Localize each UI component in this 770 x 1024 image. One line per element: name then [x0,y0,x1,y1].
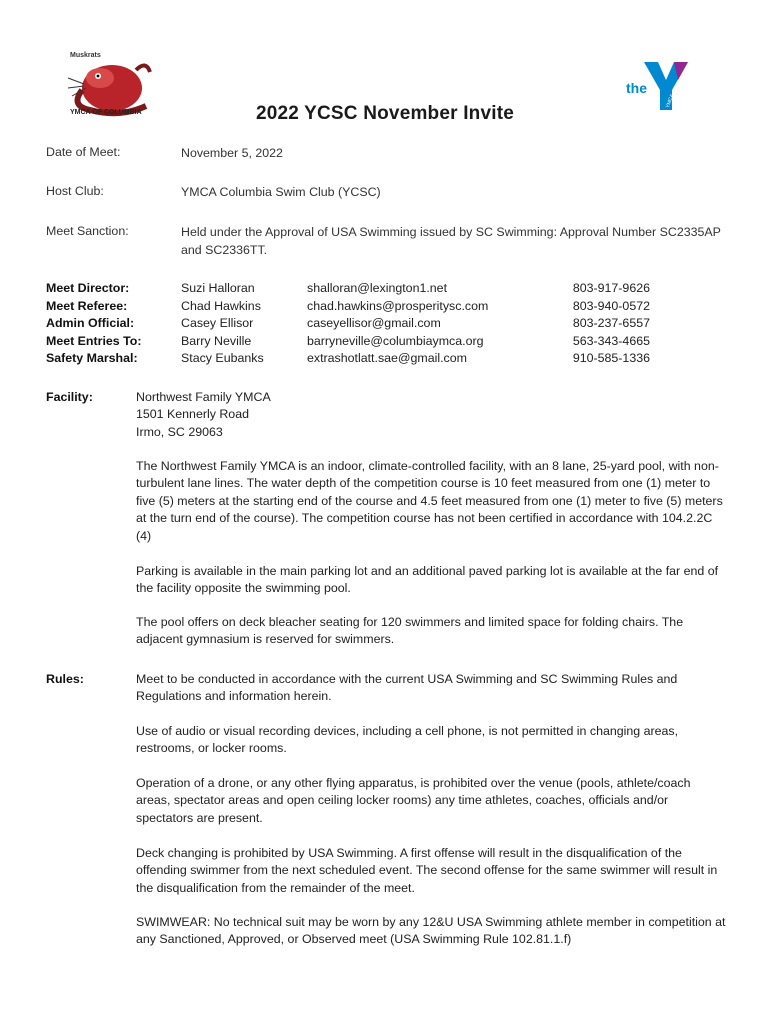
official-label: Safety Marshal: [46,351,138,365]
official-name: Suzi Halloran [181,281,255,295]
official-label: Meet Director: [46,281,130,295]
facility-parking: Parking is available in the main parking lot and an additional paved parking lot is available at the far end of the facility opposite the swimming pool. [136,564,719,596]
official-email[interactable]: extrashotlatt.sae@gmail.com [307,351,467,365]
muskrats-logo-top-text: Muskrats [70,52,101,59]
date-value: November 5, 2022 [181,146,283,160]
host-value: YMCA Columbia Swim Club (YCSC) [181,185,381,199]
rules-label: Rules: [46,672,84,686]
rules-paragraph: SWIMWEAR: No technical suit may be worn by any 12&U USA Swimming athlete member in competition at any Sanctioned, Approved, or Observed meet (USA Swimming Rule 102.81.1.f) [136,915,726,947]
official-label: Meet Referee: [46,298,128,313]
date-label: Date of Meet: [46,145,121,159]
rules-paragraph: Meet to be conducted in accordance with the current USA Swimming and SC Swimming Rules and Regulations and information herein. [136,672,678,704]
officials-emails [307,280,488,368]
official-phone: 910-585-1336 [572,351,650,365]
rules-paragraph: Operation of a drone, or any other flying apparatus, is prohibited over the venue (pools, athlete/coach areas, spectator areas and open ceiling locker rooms) any time athletes, coaches, officials and/or spectators are present. [136,776,691,825]
facility-address [136,389,726,441]
rules-paragraph: Use of audio or visual recording devices, including a cell phone, is not permitted in changing areas, restrooms, or locker rooms. [136,724,679,756]
official-email[interactable]: shalloran@lexington1.net [307,281,448,295]
muskrats-logo-bottom-text: YMCA OF COLUMBIA [70,109,142,116]
facility-seating: The pool offers on deck bleacher seating for 120 swimmers and limited space for folding chairs. The adjacent gymnasium is reserved for swimmers. [136,615,684,647]
ymca-logo-small-text: YMCA [664,93,676,109]
officials-names [181,280,264,368]
ymca-logo-the-text: the [626,80,647,96]
official-label: Meet Entries To: [46,333,142,348]
official-name: Casey Ellisor [181,316,254,330]
official-email[interactable]: barryneville@columbiaymca.org [307,333,484,348]
official-phone: 803-917-9626 [572,281,650,295]
facility-address-line: Irmo, SC 29063 [136,424,223,439]
official-phone: 803-940-0572 [572,298,650,313]
host-label: Host Club: [46,184,104,198]
official-email[interactable]: caseyellisor@gmail.com [307,316,441,330]
official-phone: 563-343-4665 [572,333,650,348]
official-phone: 803-237-6557 [572,316,650,330]
officials-labels [46,280,141,368]
facility-address-line: Northwest Family YMCA [136,390,271,404]
officials-phones [566,280,650,368]
page-title: 2022 YCSC November Invite [255,103,515,124]
official-name: Barry Neville [181,333,252,348]
official-email[interactable]: chad.hawkins@prosperitysc.com [307,298,489,313]
sanction-label: Meet Sanction: [46,224,129,238]
facility-description: The Northwest Family YMCA is an indoor, climate-controlled facility, with an 8 lane, 25-yard pool, with non-turbulent lane lines. The water depth of the competition course is 10 feet measured from one (1) meter to five (5) meters at the starting end of the course and 4.5 feet measured from one (1) meter to five (5) meters at the turn end of the course). The competition course has not been certified in accordance with 104.2.2C (4) [136,459,723,543]
facility-label: Facility: [46,390,93,404]
official-name: Stacy Eubanks [181,351,264,365]
official-label: Admin Official: [46,316,135,330]
rules-paragraph: Deck changing is prohibited by USA Swimming. A first offense will result in the disqualification of the offending swimmer from the next scheduled event. The second offense for the same swimmer will result in the disqualification from the remainder of the meet. [136,846,718,895]
facility-address-line: 1501 Kennerly Road [136,407,249,422]
official-name: Chad Hawkins [181,298,261,313]
sanction-value: Held under the Approval of USA Swimming issued by SC Swimming: Approval Number SC2335AP and SC2336TT. [181,225,721,257]
